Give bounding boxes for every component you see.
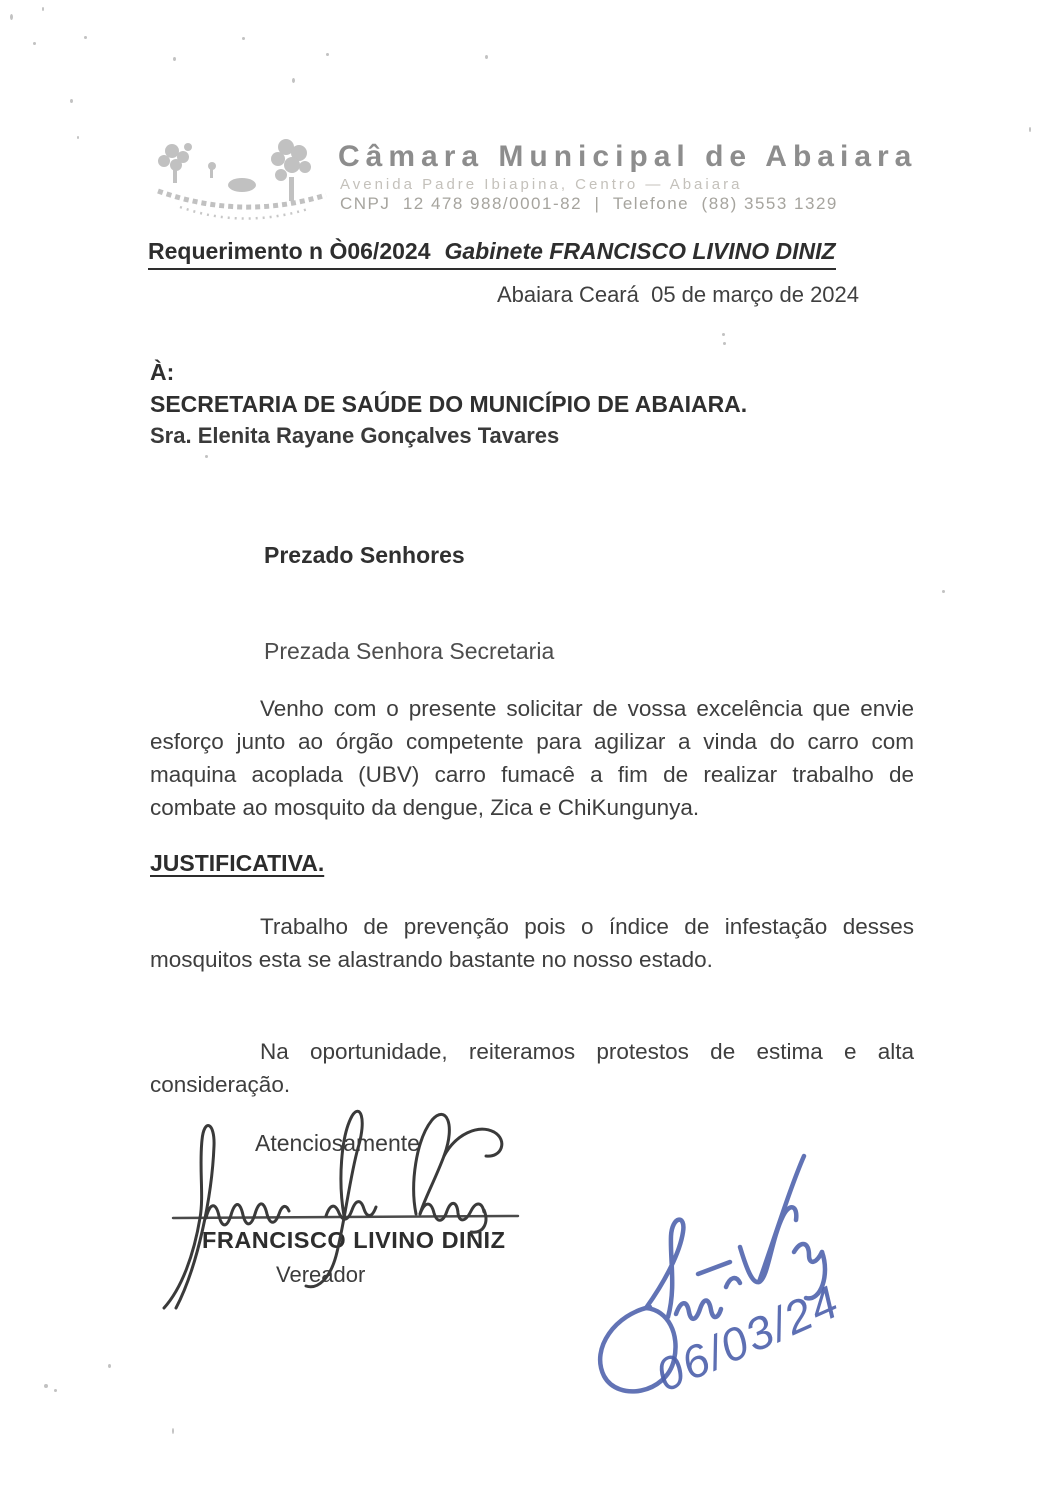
scan-speck — [723, 342, 726, 345]
salutation-secretaria: Prezada Senhora Secretaria — [264, 638, 555, 664]
scan-speck — [173, 57, 176, 61]
addressee-to: À: — [150, 359, 175, 385]
scan-speck — [1029, 127, 1031, 132]
org-cnpj-phone: CNPJ 12 478 988/0001-82 | Telefone (88) 3553 1329 — [340, 194, 838, 213]
date-line: Abaiara Ceará 05 de março de 2024 — [497, 282, 860, 307]
signer-name: FRANCISCO LIVINO DINIZ — [202, 1227, 506, 1253]
scan-speck — [42, 7, 44, 11]
scan-speck — [84, 36, 87, 39]
scan-speck — [44, 1384, 48, 1388]
body-paragraph-closing: Na oportunidade, reiteramos protestos de estima e alta consideração. — [150, 1039, 914, 1097]
closing-word: Atenciosamente — [255, 1130, 420, 1156]
signer-title: Vereador — [276, 1262, 366, 1287]
gabinete-name: Gabinete FRANCISCO LIVINO DINIZ — [444, 238, 836, 264]
scan-speck — [70, 99, 73, 103]
scan-speck — [33, 42, 36, 45]
addressee-org: SECRETARIA DE SAÚDE DO MUNICÍPIO DE ABAIARA. — [150, 391, 748, 417]
org-address: Avenida Padre Ibiapina, Centro — Abaiara — [340, 176, 743, 193]
body-paragraph-justification: Trabalho de prevenção pois o índice de infestação desses mosquitos esta se alastrando bastante no nosso estado. — [150, 914, 914, 972]
scan-speck — [942, 590, 945, 593]
scan-speck — [722, 333, 725, 336]
requerimento-number: Requerimento n Ò06/2024 — [148, 238, 431, 264]
salutation-senhores: Prezado Senhores — [264, 542, 465, 568]
scan-speck — [326, 53, 329, 56]
handwritten-signature-blue — [578, 1152, 878, 1407]
scan-speck — [10, 14, 13, 20]
scan-speck — [292, 78, 295, 83]
receipt-date-handwritten: 06/03/24 — [648, 1274, 848, 1402]
scan-speck — [485, 55, 488, 59]
scan-speck — [205, 455, 208, 458]
addressee-person: Sra. Elenita Rayane Gonçalves Tavares — [150, 423, 560, 448]
scan-speck — [242, 37, 245, 40]
body-paragraph-request: Venho com o presente solicitar de vossa excelência que envie esforço junto ao órgão competente para agilizar a vinda do carro com maquina acoplada (UBV) carro fumacê a fim de realizar trabalho de combate ao mosquito da dengue, Zica e ChiKungunya. — [150, 696, 914, 820]
scan-speck — [172, 1428, 174, 1434]
scan-speck — [108, 1364, 111, 1368]
scan-speck — [77, 136, 79, 139]
scan-speck — [54, 1389, 57, 1392]
document-subject — [148, 238, 836, 270]
addressee-block — [150, 356, 747, 452]
municipal-seal-logo — [150, 133, 335, 233]
justificativa-heading: JUSTIFICATIVA. — [150, 850, 325, 876]
org-name: Câmara Municipal de Abaiara — [338, 140, 918, 173]
